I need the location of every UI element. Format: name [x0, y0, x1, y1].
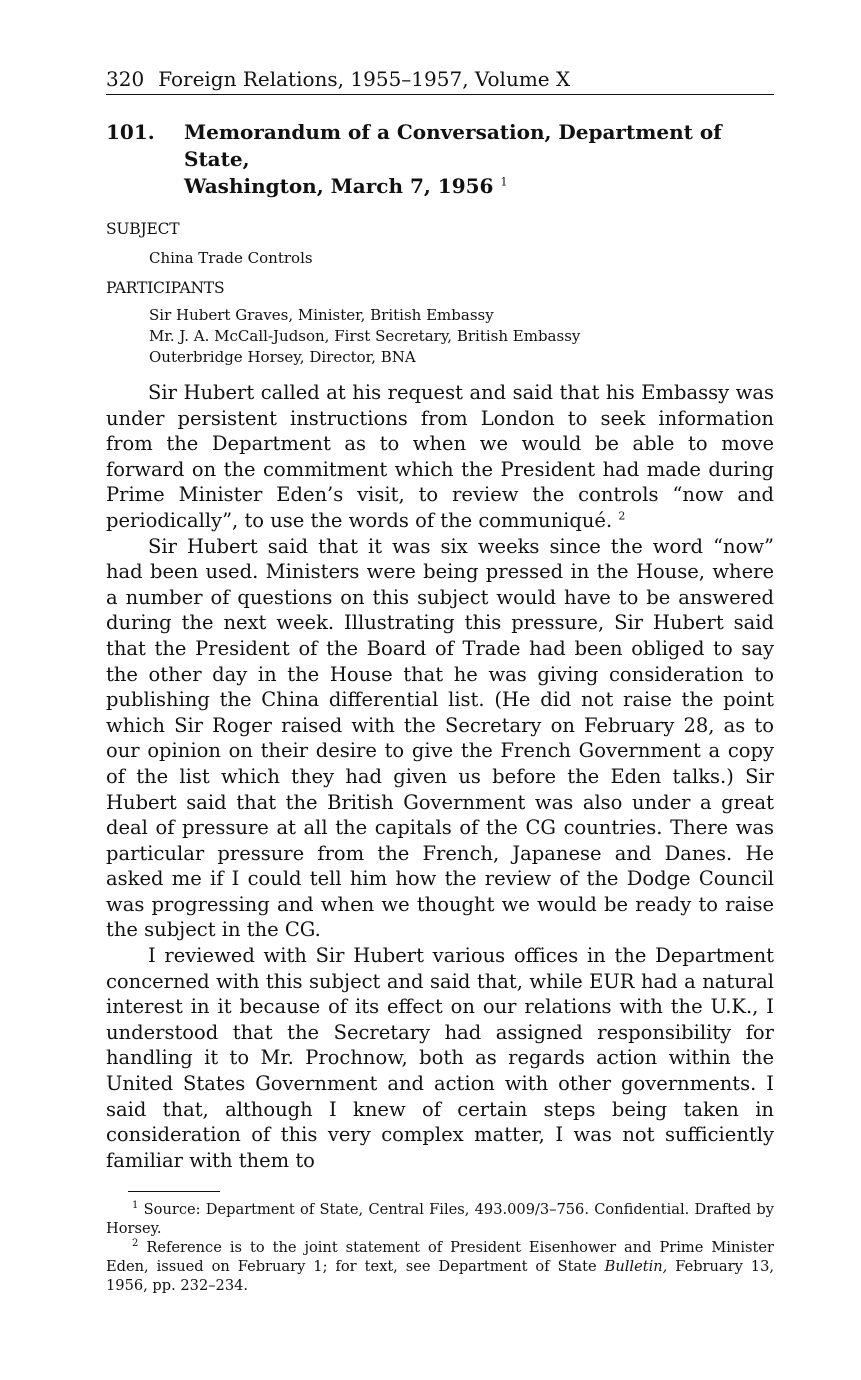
body-paragraph-1-text: Sir Hubert called at his request and said that his Embassy was under persistent instructions from London to seek information from the Department as to when we would be able to move forward on the commitment which the President had made during Prime Minister Eden’s visit, to review the controls “now and periodically”, to use the words of the communiqué.: [106, 381, 774, 532]
body-paragraph-2: Sir Hubert said that it was six weeks since the word “now” had been used. Ministers were being pressed in the House, where a number of questions on this subject would have to be answered during the next week. Illustrating this pressure, Sir Hubert said that the President of the Board of Trade had been obliged to say the other day in the House that he was giving consideration to publishing the China differential list. (He did not raise the point which Sir Roger raised with the Secretary on February 28, as to our opinion on their desire to give the French Government a copy of the list which they had given us before the Eden talks.) Sir Hubert said that the British Government was also under a great deal of pressure at all the capitals of the CG countries. There was particular pressure from the French, Japanese and Danes. He asked me if I could tell him how the review of the Dodge Council was progressing and when we thought we would be ready to raise the subject in the CG.: [106, 534, 774, 942]
participant-item: Mr. J. A. McCall-Judson, First Secretary, British Embassy: [149, 327, 581, 345]
bulletin-title: Bulletin,: [604, 1258, 668, 1276]
footnote-2-text-end: February 13, 1956, pp. 232–234.: [106, 1258, 775, 1295]
subject-value: China Trade Controls: [149, 249, 313, 267]
document-number: 101.: [106, 120, 155, 144]
footnote-1: [106, 1200, 774, 1238]
document-page: [106, 66, 774, 1295]
document-heading: [106, 119, 774, 200]
participants-label: PARTICIPANTS: [106, 279, 225, 297]
footnote-ref-2[interactable]: 2: [618, 509, 626, 523]
page-number: 320: [106, 67, 145, 91]
footnote-2: [106, 1238, 774, 1295]
footnote-ref-1[interactable]: 1: [500, 175, 508, 189]
document-title-line2: [184, 173, 774, 200]
footnote-1-text: Source: Department of State, Central Files, 493.009/3–756. Confidential. Drafted by Horsey.: [106, 1201, 774, 1238]
document-title: [184, 119, 774, 200]
subject-label: SUBJECT: [106, 220, 180, 238]
memorandum-body: [106, 380, 774, 1173]
footnote-divider: [128, 1191, 220, 1192]
footnotes: [106, 1200, 774, 1295]
participant-item: Sir Hubert Graves, Minister, British Embassy: [149, 306, 494, 324]
footnote-2-text: Reference is to the joint statement of President Eisenhower and Prime Minister Eden, issued on February 1; for text, see Department of State: [106, 1239, 775, 1276]
footnote-2-mark: 2: [132, 1238, 139, 1250]
document-title-line2-text: Washington, March 7, 1956: [184, 174, 494, 198]
running-head: [106, 66, 774, 95]
participants-list: [149, 305, 774, 368]
body-paragraph-3: I reviewed with Sir Hubert various offices in the Department concerned with this subject and said that, while EUR had a natural interest in it because of its effect on our relations with the U.K., I understood that the Secretary had assigned responsibility for handling it to Mr. Prochnow, both as regards action within the United States Government and action with other governments. I said that, although I knew of certain steps being taken in consideration of this very complex matter, I was not sufficiently familiar with them to: [106, 944, 774, 1172]
participant-item: Outerbridge Horsey, Director, BNA: [149, 348, 416, 366]
footnote-1-mark: 1: [132, 1200, 139, 1212]
volume-title: Foreign Relations, 1955–1957, Volume X: [158, 67, 571, 91]
document-title-line1: Memorandum of a Conversation, Department of State,: [184, 120, 722, 171]
body-paragraph-1: [106, 380, 774, 534]
